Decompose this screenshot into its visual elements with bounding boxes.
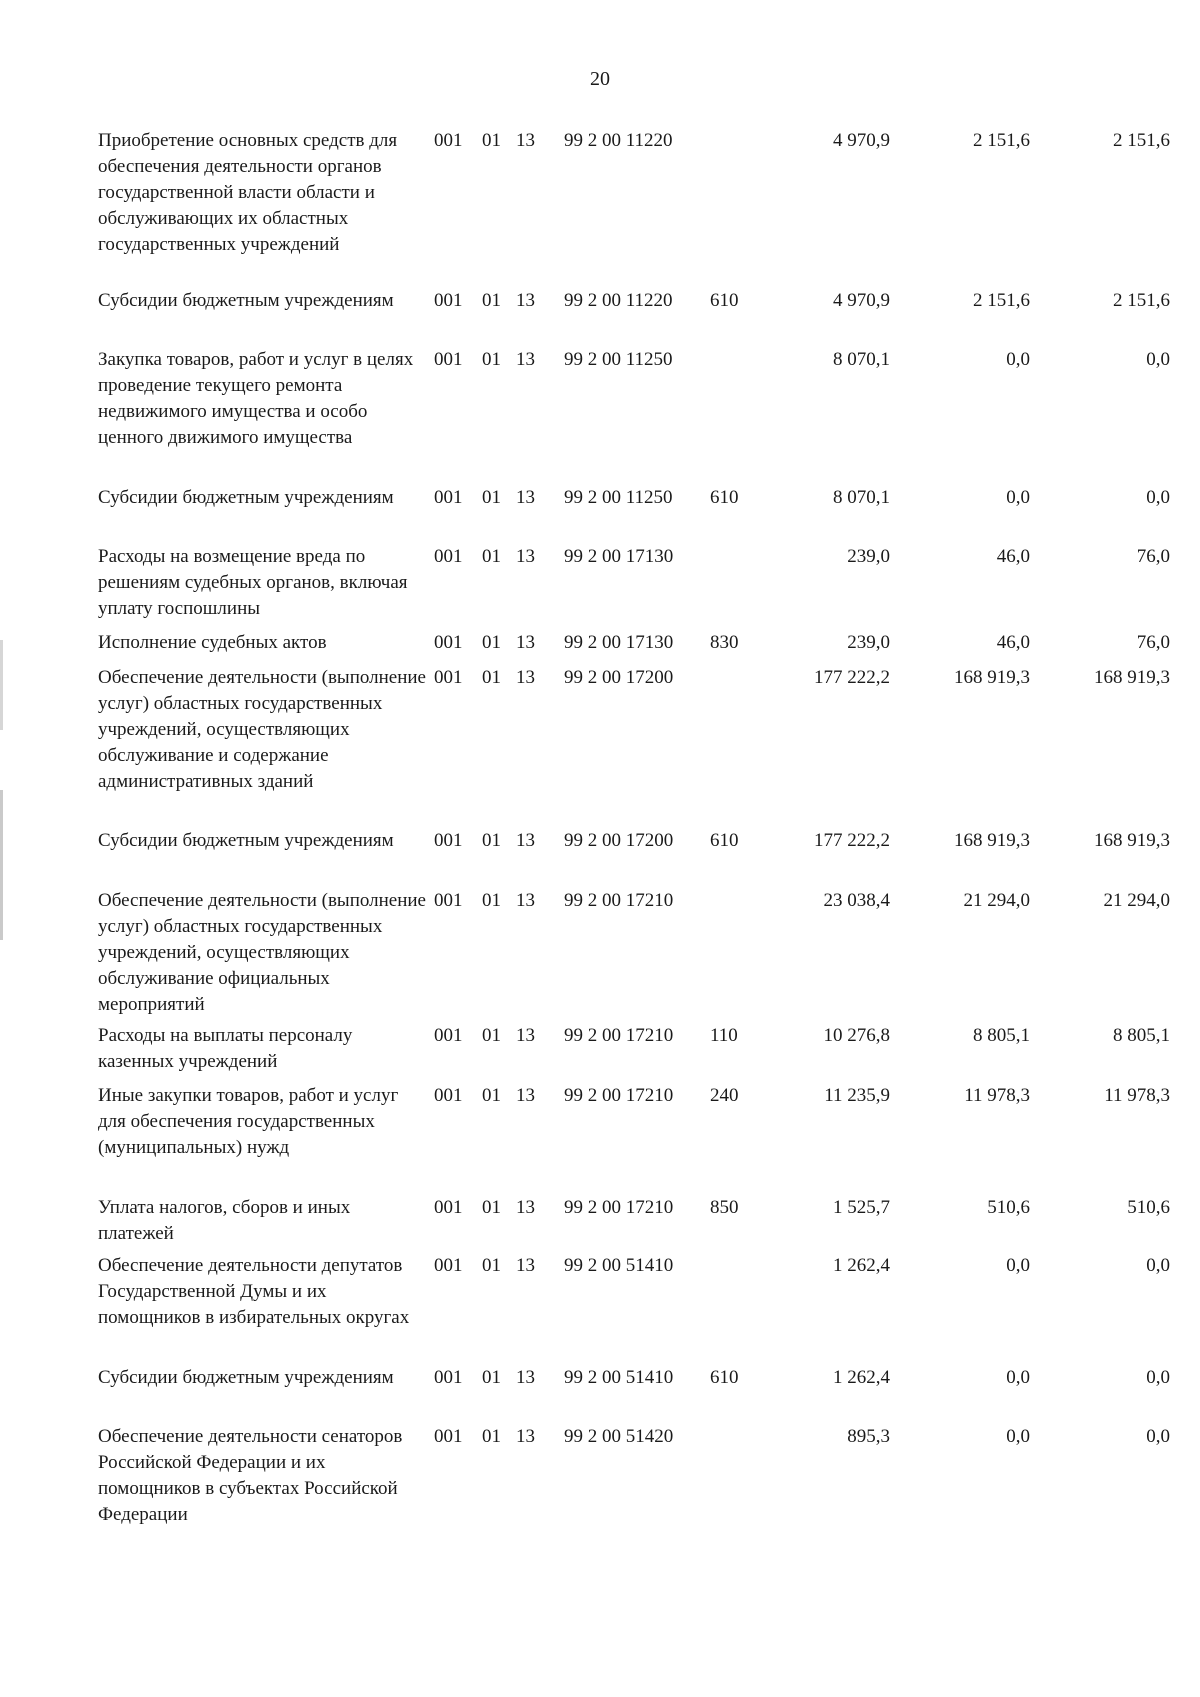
section-code: 01 bbox=[482, 1025, 501, 1046]
amount-year-1: 11 235,9 bbox=[824, 1085, 890, 1106]
admin-code: 001 bbox=[434, 1426, 463, 1447]
amount-year-1: 4 970,9 bbox=[833, 290, 890, 311]
target-article-code: 99 2 00 11250 bbox=[564, 349, 673, 370]
amount-year-1: 895,3 bbox=[847, 1426, 890, 1447]
admin-code: 001 bbox=[434, 290, 463, 311]
target-article-code: 99 2 00 17210 bbox=[564, 1085, 674, 1106]
amount-year-2: 0,0 bbox=[1006, 1426, 1030, 1447]
amount-year-1: 8 070,1 bbox=[833, 487, 890, 508]
amount-year-1: 1 262,4 bbox=[833, 1367, 890, 1388]
amount-year-1: 1 525,7 bbox=[833, 1197, 890, 1218]
row-description: Обеспечение деятельности (выполнение услуг) областных государственных учреждений, осуществляющих обслуживание и содержание административных зданий bbox=[98, 667, 426, 792]
subsection-code: 13 bbox=[516, 890, 535, 911]
expense-type-code: 610 bbox=[710, 487, 739, 508]
section-code: 01 bbox=[482, 546, 501, 567]
expense-type-code: 240 bbox=[710, 1085, 739, 1106]
expense-type-code: 110 bbox=[710, 1025, 738, 1046]
section-code: 01 bbox=[482, 830, 501, 851]
subsection-code: 13 bbox=[516, 830, 535, 851]
section-code: 01 bbox=[482, 1197, 501, 1218]
row-description: Иные закупки товаров, работ и услуг для обеспечения государственных (муниципальных) нужд bbox=[98, 1085, 399, 1158]
amount-year-2: 2 151,6 bbox=[973, 130, 1030, 151]
amount-year-1: 239,0 bbox=[847, 546, 890, 567]
amount-year-2: 0,0 bbox=[1006, 487, 1030, 508]
amount-year-2: 510,6 bbox=[987, 1197, 1030, 1218]
subsection-code: 13 bbox=[516, 1025, 535, 1046]
amount-year-1: 4 970,9 bbox=[833, 130, 890, 151]
amount-year-2: 0,0 bbox=[1006, 349, 1030, 370]
admin-code: 001 bbox=[434, 830, 463, 851]
amount-year-1: 239,0 bbox=[847, 632, 890, 653]
amount-year-1: 8 070,1 bbox=[833, 349, 890, 370]
expense-type-code: 850 bbox=[710, 1197, 739, 1218]
amount-year-3: 0,0 bbox=[1146, 487, 1170, 508]
admin-code: 001 bbox=[434, 546, 463, 567]
subsection-code: 13 bbox=[516, 290, 535, 311]
target-article-code: 99 2 00 17200 bbox=[564, 830, 674, 851]
amount-year-3: 76,0 bbox=[1136, 546, 1170, 567]
admin-code: 001 bbox=[434, 1085, 463, 1106]
amount-year-3: 2 151,6 bbox=[1113, 130, 1170, 151]
scan-margin-mark bbox=[0, 640, 3, 730]
subsection-code: 13 bbox=[516, 632, 535, 653]
amount-year-2: 21 294,0 bbox=[963, 890, 1030, 911]
section-code: 01 bbox=[482, 1367, 501, 1388]
section-code: 01 bbox=[482, 290, 501, 311]
section-code: 01 bbox=[482, 130, 501, 151]
amount-year-3: 168 919,3 bbox=[1094, 830, 1170, 851]
amount-year-2: 168 919,3 bbox=[954, 830, 1030, 851]
section-code: 01 bbox=[482, 1426, 501, 1447]
subsection-code: 13 bbox=[516, 546, 535, 567]
amount-year-3: 8 805,1 bbox=[1113, 1025, 1170, 1046]
subsection-code: 13 bbox=[516, 1085, 535, 1106]
expense-type-code: 610 bbox=[710, 1367, 739, 1388]
amount-year-2: 46,0 bbox=[996, 632, 1030, 653]
amount-year-2: 168 919,3 bbox=[954, 667, 1030, 688]
amount-year-2: 8 805,1 bbox=[973, 1025, 1030, 1046]
amount-year-2: 2 151,6 bbox=[973, 290, 1030, 311]
amount-year-1: 10 276,8 bbox=[823, 1025, 890, 1046]
expense-type-code: 610 bbox=[710, 830, 739, 851]
admin-code: 001 bbox=[434, 487, 463, 508]
amount-year-3: 76,0 bbox=[1136, 632, 1170, 653]
admin-code: 001 bbox=[434, 632, 463, 653]
row-description: Субсидии бюджетным учреждениям bbox=[98, 1367, 394, 1388]
amount-year-3: 0,0 bbox=[1146, 1367, 1170, 1388]
section-code: 01 bbox=[482, 349, 501, 370]
row-description: Обеспечение деятельности депутатов Государственной Думы и их помощников в избирательных округах bbox=[98, 1255, 410, 1328]
subsection-code: 13 bbox=[516, 130, 535, 151]
amount-year-3: 21 294,0 bbox=[1103, 890, 1170, 911]
target-article-code: 99 2 00 11220 bbox=[564, 130, 673, 151]
target-article-code: 99 2 00 17210 bbox=[564, 1025, 674, 1046]
target-article-code: 99 2 00 17210 bbox=[564, 890, 674, 911]
subsection-code: 13 bbox=[516, 1197, 535, 1218]
row-description: Уплата налогов, сборов и иных платежей bbox=[98, 1197, 351, 1244]
subsection-code: 13 bbox=[516, 1426, 535, 1447]
section-code: 01 bbox=[482, 632, 501, 653]
admin-code: 001 bbox=[434, 349, 463, 370]
amount-year-2: 0,0 bbox=[1006, 1367, 1030, 1388]
page-number: 20 bbox=[590, 68, 610, 90]
expense-type-code: 610 bbox=[710, 290, 739, 311]
subsection-code: 13 bbox=[516, 667, 535, 688]
target-article-code: 99 2 00 17200 bbox=[564, 667, 674, 688]
row-description: Обеспечение деятельности сенаторов Российской Федерации и их помощников в субъектах Российской Федерации bbox=[98, 1426, 403, 1525]
subsection-code: 13 bbox=[516, 487, 535, 508]
subsection-code: 13 bbox=[516, 349, 535, 370]
row-description: Обеспечение деятельности (выполнение услуг) областных государственных учреждений, осуществляющих обслуживание официальных мероприятий bbox=[98, 890, 426, 1015]
row-description: Закупка товаров, работ и услуг в целях проведение текущего ремонта недвижимого имущества и особо ценного движимого имущества bbox=[98, 349, 414, 448]
row-description: Субсидии бюджетным учреждениям bbox=[98, 487, 394, 508]
amount-year-1: 23 038,4 bbox=[823, 890, 890, 911]
admin-code: 001 bbox=[434, 890, 463, 911]
admin-code: 001 bbox=[434, 1255, 463, 1276]
amount-year-2: 46,0 bbox=[996, 546, 1030, 567]
row-description: Расходы на выплаты персоналу казенных учреждений bbox=[98, 1025, 353, 1072]
amount-year-3: 2 151,6 bbox=[1113, 290, 1170, 311]
row-description: Исполнение судебных актов bbox=[98, 632, 327, 653]
row-description: Субсидии бюджетным учреждениям bbox=[98, 830, 394, 851]
amount-year-3: 510,6 bbox=[1127, 1197, 1170, 1218]
amount-year-1: 177 222,2 bbox=[814, 667, 890, 688]
target-article-code: 99 2 00 51410 bbox=[564, 1255, 674, 1276]
admin-code: 001 bbox=[434, 1197, 463, 1218]
target-article-code: 99 2 00 17130 bbox=[564, 546, 674, 567]
subsection-code: 13 bbox=[516, 1255, 535, 1276]
target-article-code: 99 2 00 51420 bbox=[564, 1426, 674, 1447]
target-article-code: 99 2 00 17210 bbox=[564, 1197, 674, 1218]
amount-year-3: 0,0 bbox=[1146, 1255, 1170, 1276]
scan-margin-mark bbox=[0, 790, 3, 940]
admin-code: 001 bbox=[434, 667, 463, 688]
amount-year-3: 0,0 bbox=[1146, 349, 1170, 370]
amount-year-3: 11 978,3 bbox=[1104, 1085, 1170, 1106]
row-description: Расходы на возмещение вреда по решениям судебных органов, включая уплату госпошлины bbox=[98, 546, 408, 619]
admin-code: 001 bbox=[434, 1025, 463, 1046]
amount-year-3: 0,0 bbox=[1146, 1426, 1170, 1447]
subsection-code: 13 bbox=[516, 1367, 535, 1388]
amount-year-3: 168 919,3 bbox=[1094, 667, 1170, 688]
target-article-code: 99 2 00 11250 bbox=[564, 487, 673, 508]
amount-year-1: 177 222,2 bbox=[814, 830, 890, 851]
section-code: 01 bbox=[482, 487, 501, 508]
target-article-code: 99 2 00 11220 bbox=[564, 290, 673, 311]
amount-year-2: 0,0 bbox=[1006, 1255, 1030, 1276]
target-article-code: 99 2 00 17130 bbox=[564, 632, 674, 653]
section-code: 01 bbox=[482, 667, 501, 688]
admin-code: 001 bbox=[434, 130, 463, 151]
section-code: 01 bbox=[482, 890, 501, 911]
amount-year-1: 1 262,4 bbox=[833, 1255, 890, 1276]
amount-year-2: 11 978,3 bbox=[964, 1085, 1030, 1106]
target-article-code: 99 2 00 51410 bbox=[564, 1367, 674, 1388]
expense-type-code: 830 bbox=[710, 632, 739, 653]
row-description: Субсидии бюджетным учреждениям bbox=[98, 290, 394, 311]
row-description: Приобретение основных средств для обеспечения деятельности органов государственной власти области и обслуживающих их областных государственных учреждений bbox=[98, 130, 398, 255]
section-code: 01 bbox=[482, 1255, 501, 1276]
section-code: 01 bbox=[482, 1085, 501, 1106]
admin-code: 001 bbox=[434, 1367, 463, 1388]
